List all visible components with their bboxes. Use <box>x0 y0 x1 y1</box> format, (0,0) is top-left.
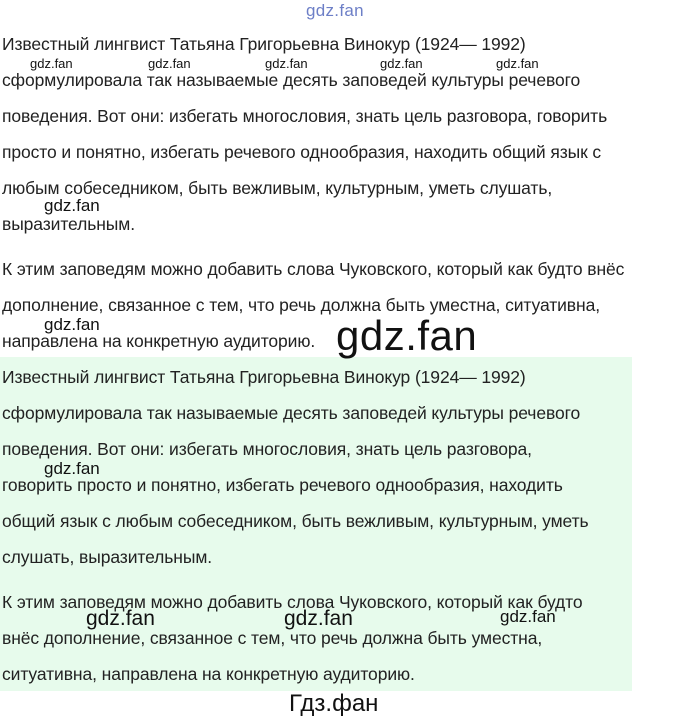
text-line: дополнение, связанное с тем, что речь должна быть уместна, ситуативна, <box>2 295 600 315</box>
watermark-mid: gdz.fan <box>44 196 100 215</box>
text-line: ситуативна, направлена на конкретную аудиторию. <box>2 664 415 684</box>
text-line: поведения. Вот они: избегать многословия, знать цель разговора, говорить <box>2 106 608 126</box>
watermark-row-bottom: gdz.fan <box>284 607 353 630</box>
watermark-small: gdz.fan <box>148 56 191 71</box>
watermark-small: gdz.fan <box>30 56 73 71</box>
watermark-row-bottom: gdz.fan <box>500 607 556 626</box>
watermark-mid: gdz.fan <box>44 459 100 478</box>
watermark-row-bottom: gdz.fan <box>86 607 155 630</box>
text-line: К этим заповедям можно добавить слова Чуковского, который как будто внёс <box>2 259 625 279</box>
watermark-mid: gdz.fan <box>44 315 100 334</box>
text-line: выразительным. <box>2 214 135 234</box>
text-line: К этим заповедям можно добавить слова Чуковского, который как будто <box>2 592 583 612</box>
text-line: слушать, выразительным. <box>2 547 213 567</box>
text-line: Известный лингвист Татьяна Григорьевна Винокур (1924— 1992) <box>2 367 526 387</box>
text-line: направлена на конкретную аудиторию. <box>2 331 316 351</box>
text-line: поведения. Вот они: избегать многословия, знать цель разговора, <box>2 439 532 459</box>
text-line: любым собеседником, быть вежливым, культурным, уметь слушать, <box>2 178 553 198</box>
text-line: говорить просто и понятно, избегать речевого однообразия, находить <box>2 475 563 495</box>
watermark-small: gdz.fan <box>380 56 423 71</box>
watermark-small: gdz.fan <box>265 56 308 71</box>
watermark-small: gdz.fan <box>496 56 539 71</box>
text-line: внёс дополнение, связанное с тем, что речь должна быть уместна, <box>2 628 543 648</box>
watermark-big: gdz.fan <box>336 312 478 359</box>
watermark-footer: Гдз.фан <box>289 690 379 717</box>
text-line: сформулировала так называемые десять заповедей культуры речевого <box>2 403 581 423</box>
text-line: общий язык с любым собеседником, быть вежливым, культурным, уметь <box>2 511 589 531</box>
watermark-top: gdz.fan <box>306 1 364 20</box>
text-line: просто и понятно, избегать речевого однообразия, находить общий язык с <box>2 142 602 162</box>
text-line: сформулировала так называемые десять заповедей культуры речевого <box>2 70 581 90</box>
text-line: Известный лингвист Татьяна Григорьевна Винокур (1924— 1992) <box>2 34 526 54</box>
